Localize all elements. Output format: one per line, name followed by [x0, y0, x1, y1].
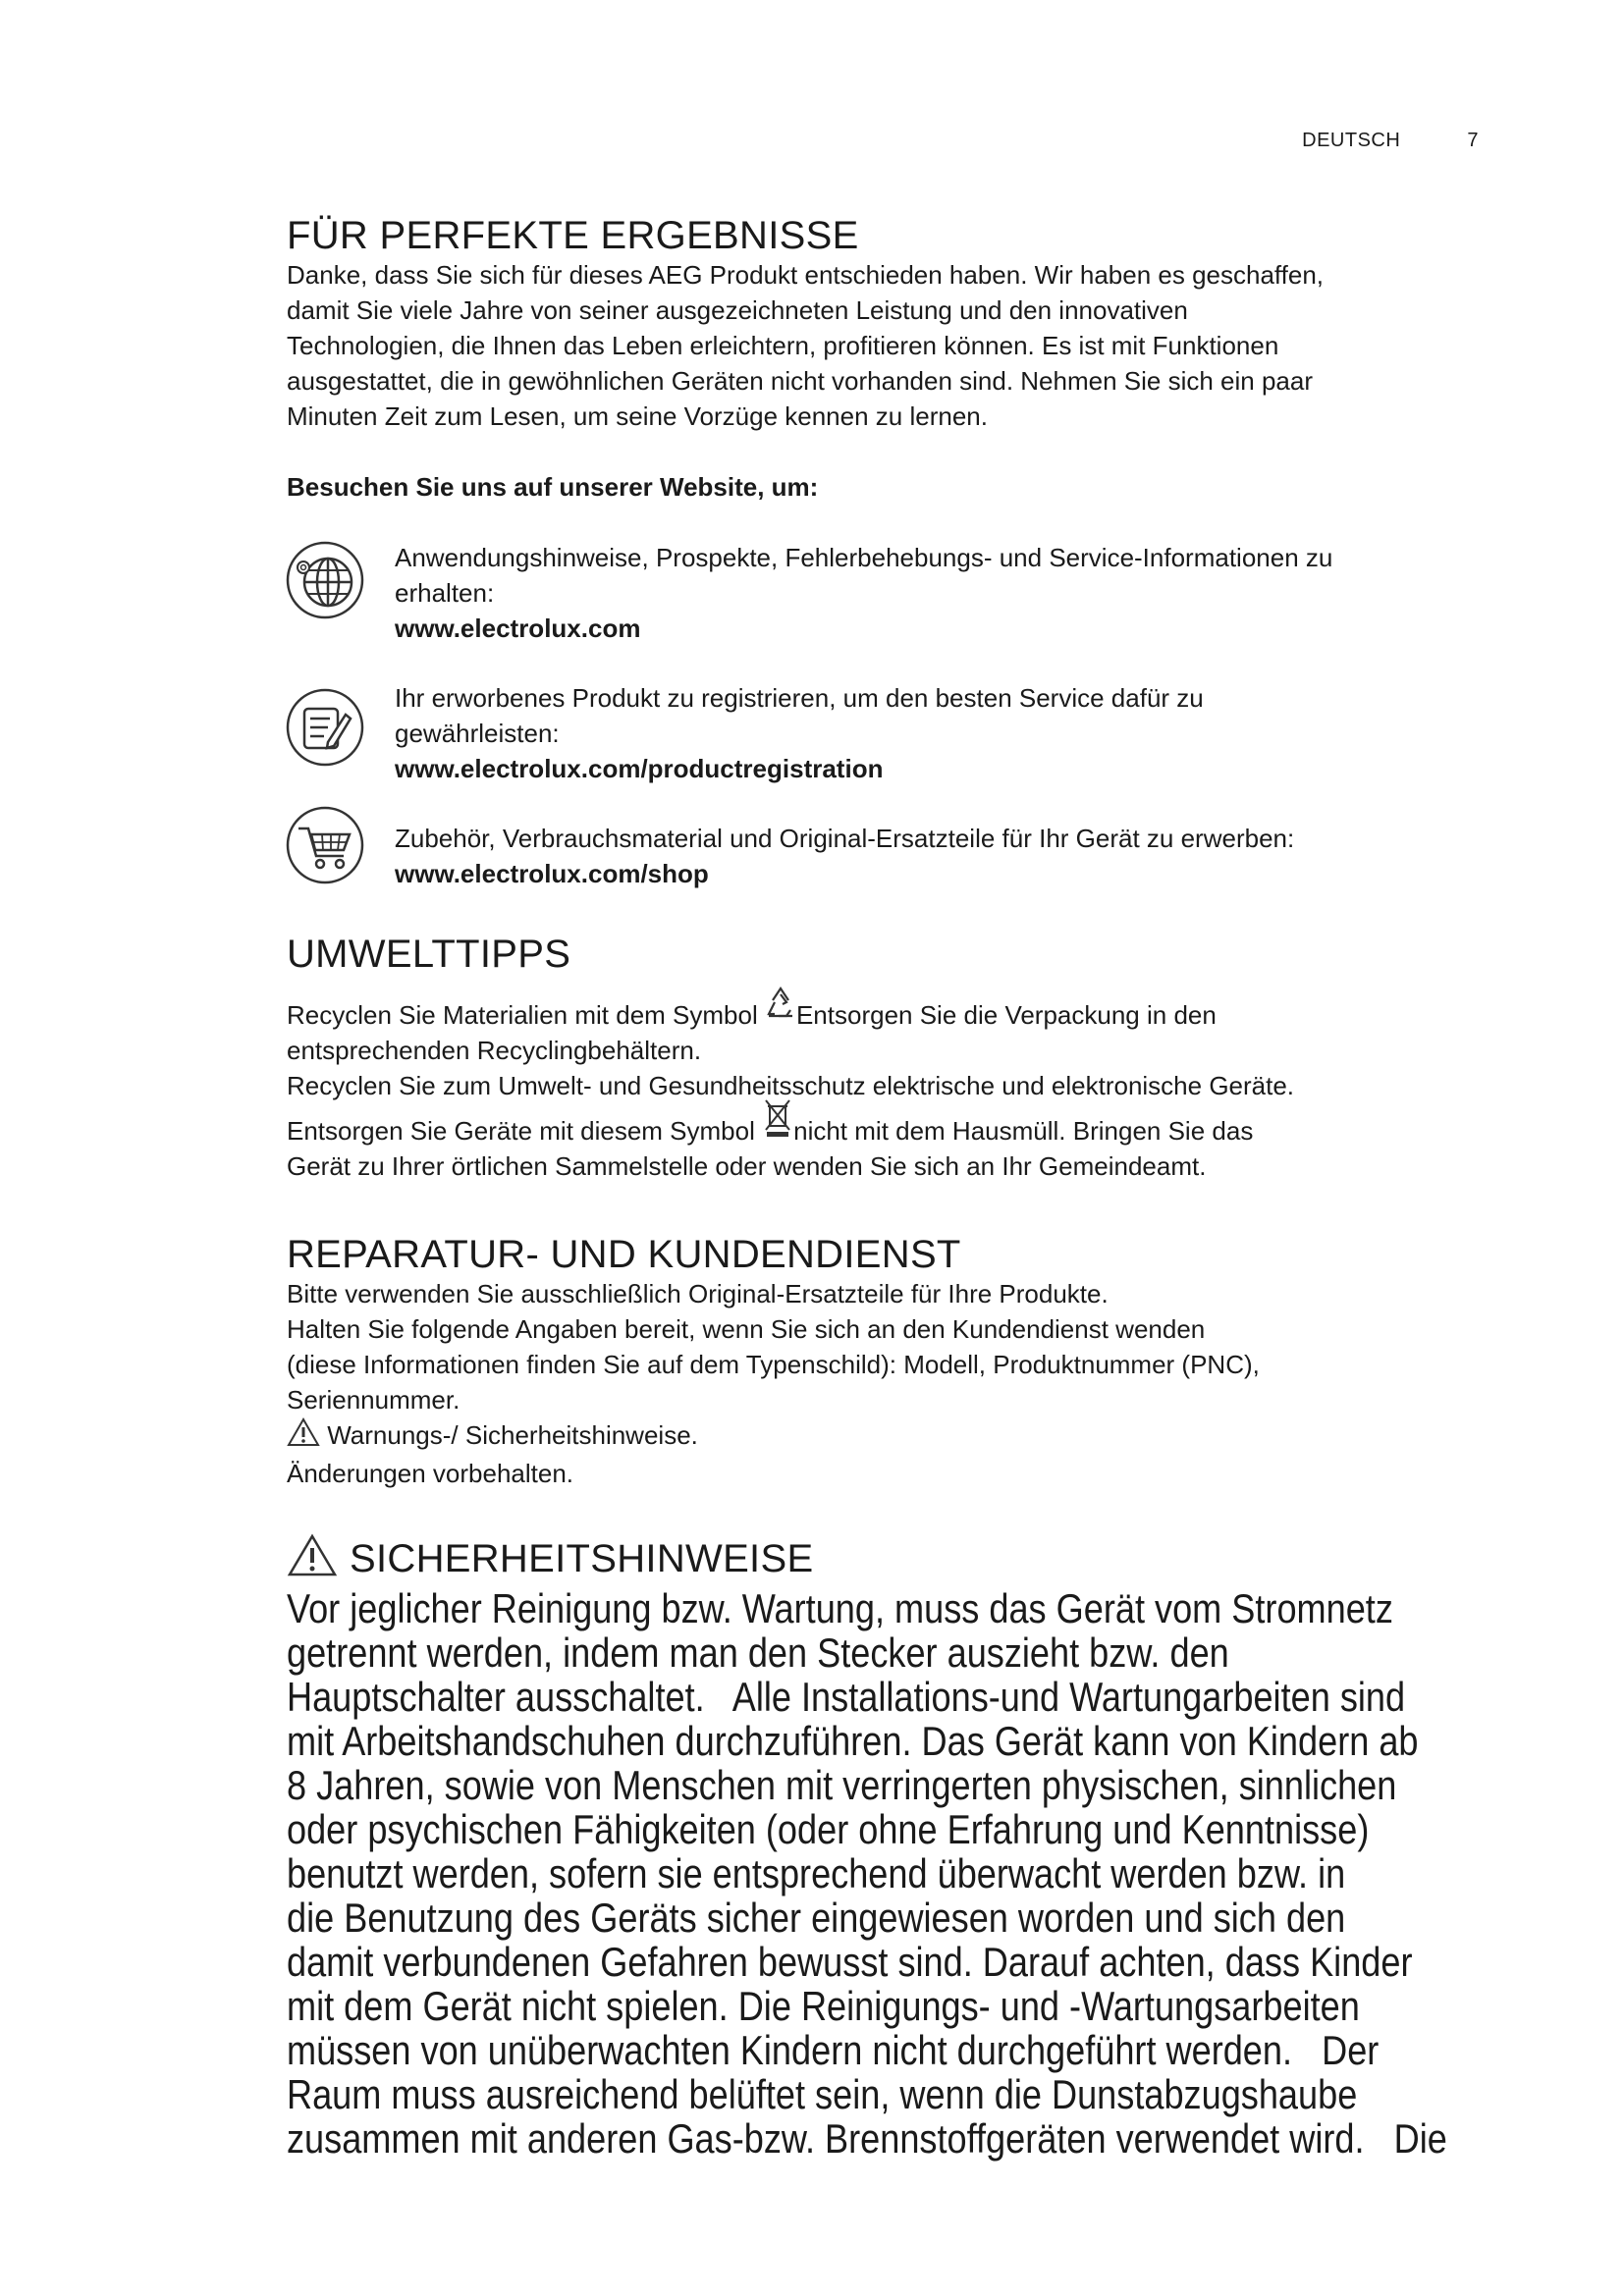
environment-paragraph: [287, 996, 1294, 1184]
environment-line: Gerät zu Ihrer örtlichen Sammelstelle oder wenden Sie sich an Ihr Gemeindeamt.: [287, 1151, 1207, 1181]
environment-line: [287, 1112, 1294, 1148]
safety-line: Vor jeglicher Reinigung bzw. Wartung, muss das Gerät vom Stromnetz: [287, 1585, 1393, 1631]
intro-line: Danke, dass Sie sich für dieses AEG Produkt entschieden haben. Wir haben es geschaffen,: [287, 260, 1325, 290]
warning-icon: [287, 1533, 338, 1583]
recycle-icon: [765, 996, 796, 1028]
safety-line: getrennt werden, indem man den Stecker auszieht bzw. den: [287, 1629, 1229, 1676]
safety-paragraph: [287, 1586, 1447, 2161]
service-paragraph: [287, 1276, 1260, 1491]
page-number: 7: [1467, 130, 1479, 151]
website-link-electrolux[interactable]: www.electrolux.com: [395, 614, 641, 643]
safety-title-row: [287, 1533, 813, 1583]
service-line: Bitte verwenden Sie ausschließlich Original-Ersatzteile für Ihre Produkte.: [287, 1279, 1109, 1308]
intro-title: FÜR PERFEKTE ERGEBNISSE: [287, 214, 859, 257]
warning-icon: [287, 1417, 320, 1456]
service-title: REPARATUR- UND KUNDENDIENST: [287, 1233, 961, 1276]
safety-line: damit verbundenen Gefahren bewusst sind. Darauf achten, dass Kinder: [287, 1939, 1413, 1985]
website-item-text: Anwendungshinweise, Prospekte, Fehlerbehebungs- und Service-Informationen zu: [395, 543, 1333, 572]
intro-paragraph: [287, 257, 1324, 434]
safety-line: Hauptschalter ausschaltet. Alle Installations-und Wartungarbeiten sind: [287, 1674, 1406, 1720]
language-label: DEUTSCH: [1302, 130, 1401, 151]
service-line: (diese Informationen finden Sie auf dem Typenschild): Modell, Produktnummer (PNC),: [287, 1350, 1260, 1379]
shopping-cart-icon: [285, 805, 365, 885]
intro-line: Technologien, die Ihnen das Leben erleichtern, profitieren können. Es ist mit Funktionen: [287, 331, 1279, 360]
website-link-shop[interactable]: www.electrolux.com/shop: [395, 859, 709, 888]
safety-line: mit Arbeitshandschuhen durchzuführen. Das Gerät kann von Kindern ab: [287, 1718, 1419, 1764]
service-line: Seriennummer.: [287, 1385, 460, 1415]
safety-line: oder psychischen Fähigkeiten (oder ohne Erfahrung und Kenntnisse): [287, 1806, 1370, 1852]
intro-line: ausgestattet, die in gewöhnlichen Geräten nicht vorhanden sind. Nehmen Sie sich ein paar: [287, 366, 1313, 396]
globe-icon: [285, 540, 365, 620]
changes-note: Änderungen vorbehalten.: [287, 1459, 574, 1488]
safety-line: Raum muss ausreichend belüftet sein, wenn die Dunstabzugshaube: [287, 2071, 1358, 2117]
environment-text: nicht mit dem Hausmüll. Bringen Sie das: [793, 1116, 1254, 1146]
environment-line: Recyclen Sie zum Umwelt- und Gesundheitsschutz elektrische und elektronische Geräte.: [287, 1071, 1295, 1100]
intro-line: Minuten Zeit zum Lesen, um seine Vorzüge kennen zu lernen.: [287, 401, 988, 431]
page-header: [1302, 130, 1479, 152]
warning-note: Warnungs-/ Sicherheitshinweise.: [327, 1420, 698, 1450]
service-line: Halten Sie folgende Angaben bereit, wenn Sie sich an den Kundendienst wenden: [287, 1314, 1206, 1344]
environment-text: Entsorgen Sie die Verpackung in den: [795, 1000, 1217, 1030]
safety-title: SICHERHEITSHINWEISE: [350, 1536, 814, 1580]
safety-line: müssen von unüberwachten Kindern nicht durchgeführt werden. Der: [287, 2027, 1380, 2073]
website-item-shop: [395, 821, 1294, 891]
website-item-registration: [395, 680, 1204, 786]
registration-icon: [285, 687, 365, 768]
website-link-registration[interactable]: www.electrolux.com/productregistration: [395, 754, 884, 783]
intro-line: damit Sie viele Jahre von seiner ausgezeichneten Leistung und den innovativen: [287, 295, 1188, 325]
service-warning-line: [287, 1417, 1260, 1456]
visit-heading: Besuchen Sie uns auf unserer Website, um:: [287, 472, 819, 502]
environment-title: UMWELTTIPPS: [287, 933, 571, 976]
safety-line: zusammen mit anderen Gas-bzw. Brennstoffgeräten verwendet wird. Die: [287, 2115, 1447, 2162]
environment-text: Recyclen Sie Materialien mit dem Symbol: [287, 1000, 765, 1030]
website-item-text: erhalten:: [395, 578, 495, 608]
website-item-text: gewährleisten:: [395, 719, 560, 748]
environment-line: entsprechenden Recyclingbehältern.: [287, 1036, 702, 1065]
safety-line: benutzt werden, sofern sie entsprechend überwacht werden bzw. in: [287, 1850, 1346, 1896]
environment-text: Entsorgen Sie Geräte mit diesem Symbol: [287, 1116, 763, 1146]
safety-line: die Benutzung des Geräts sicher eingewiesen worden und sich den: [287, 1895, 1346, 1941]
weee-bin-icon: [762, 1112, 793, 1144]
safety-line: 8 Jahren, sowie von Menschen mit verringerten physischen, sinnlichen: [287, 1762, 1397, 1808]
website-item-docs: [395, 540, 1332, 646]
safety-line: mit dem Gerät nicht spielen. Die Reinigungs- und -Wartungsarbeiten: [287, 1983, 1360, 2029]
website-item-text: Zubehör, Verbrauchsmaterial und Original-Ersatzteile für Ihr Gerät zu erwerben:: [395, 824, 1295, 853]
environment-line: [287, 996, 1294, 1033]
website-item-text: Ihr erworbenes Produkt zu registrieren, um den besten Service dafür zu: [395, 683, 1204, 713]
